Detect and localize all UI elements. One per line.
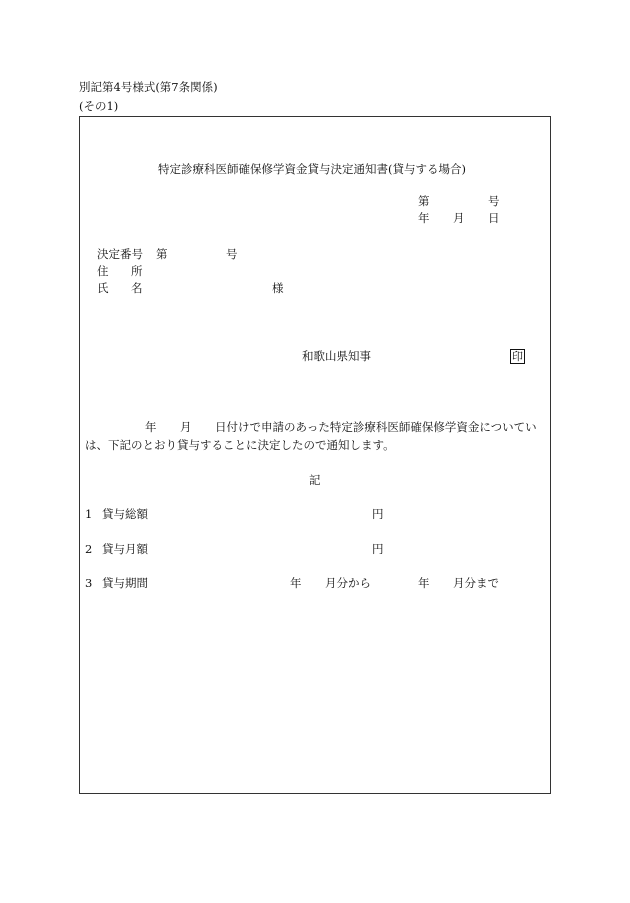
item-3-from-year: 年: [290, 576, 302, 590]
body-line-1: 日付けで申請のあった特定診療科医師確保修学資金についてい: [215, 420, 537, 434]
issue-number-prefix: 第: [418, 194, 430, 208]
item-3-number: 3: [85, 576, 93, 590]
form-reference: 別記第4号様式(第7条関係): [79, 80, 218, 94]
issue-date-year: 年: [418, 211, 430, 225]
body-line-2: は、下記のとおり貸与することに決定したので通知します。: [85, 438, 395, 452]
item-2-label: 貸与月額: [102, 542, 148, 556]
item-3-to-year: 年: [418, 576, 430, 590]
form-sub-reference: (その1): [79, 99, 119, 113]
name-label-char-1: 氏: [97, 281, 109, 295]
honorific: 様: [272, 281, 284, 295]
document-title: 特定診療科医師確保修学資金貸与決定通知書(貸与する場合): [158, 162, 466, 176]
issue-date-month: 月: [453, 211, 465, 225]
item-2-unit: 円: [372, 542, 384, 556]
item-3-to-month: 月分まで: [453, 576, 499, 590]
seal-mark: 印: [512, 350, 523, 363]
issue-number-suffix: 号: [488, 194, 500, 208]
issue-date-day: 日: [488, 211, 500, 225]
decision-number-suffix: 号: [226, 247, 238, 261]
item-1-number: 1: [85, 507, 93, 521]
address-label-char-2: 所: [131, 264, 143, 278]
document-frame: [79, 116, 551, 794]
name-label-char-2: 名: [131, 281, 143, 295]
address-label-char-1: 住: [97, 264, 109, 278]
item-3-label: 貸与期間: [102, 576, 148, 590]
item-2-number: 2: [85, 542, 93, 556]
decision-number-prefix: 第: [156, 247, 168, 261]
item-1-unit: 円: [372, 507, 384, 521]
body-year: 年: [145, 420, 157, 434]
item-3-from-month: 月分から: [325, 576, 371, 590]
item-1-label: 貸与総額: [102, 507, 148, 521]
decision-number-label: 決定番号: [97, 247, 143, 261]
ki-heading: 記: [309, 473, 321, 487]
body-month: 月: [180, 420, 192, 434]
sender-name: 和歌山県知事: [302, 349, 371, 363]
